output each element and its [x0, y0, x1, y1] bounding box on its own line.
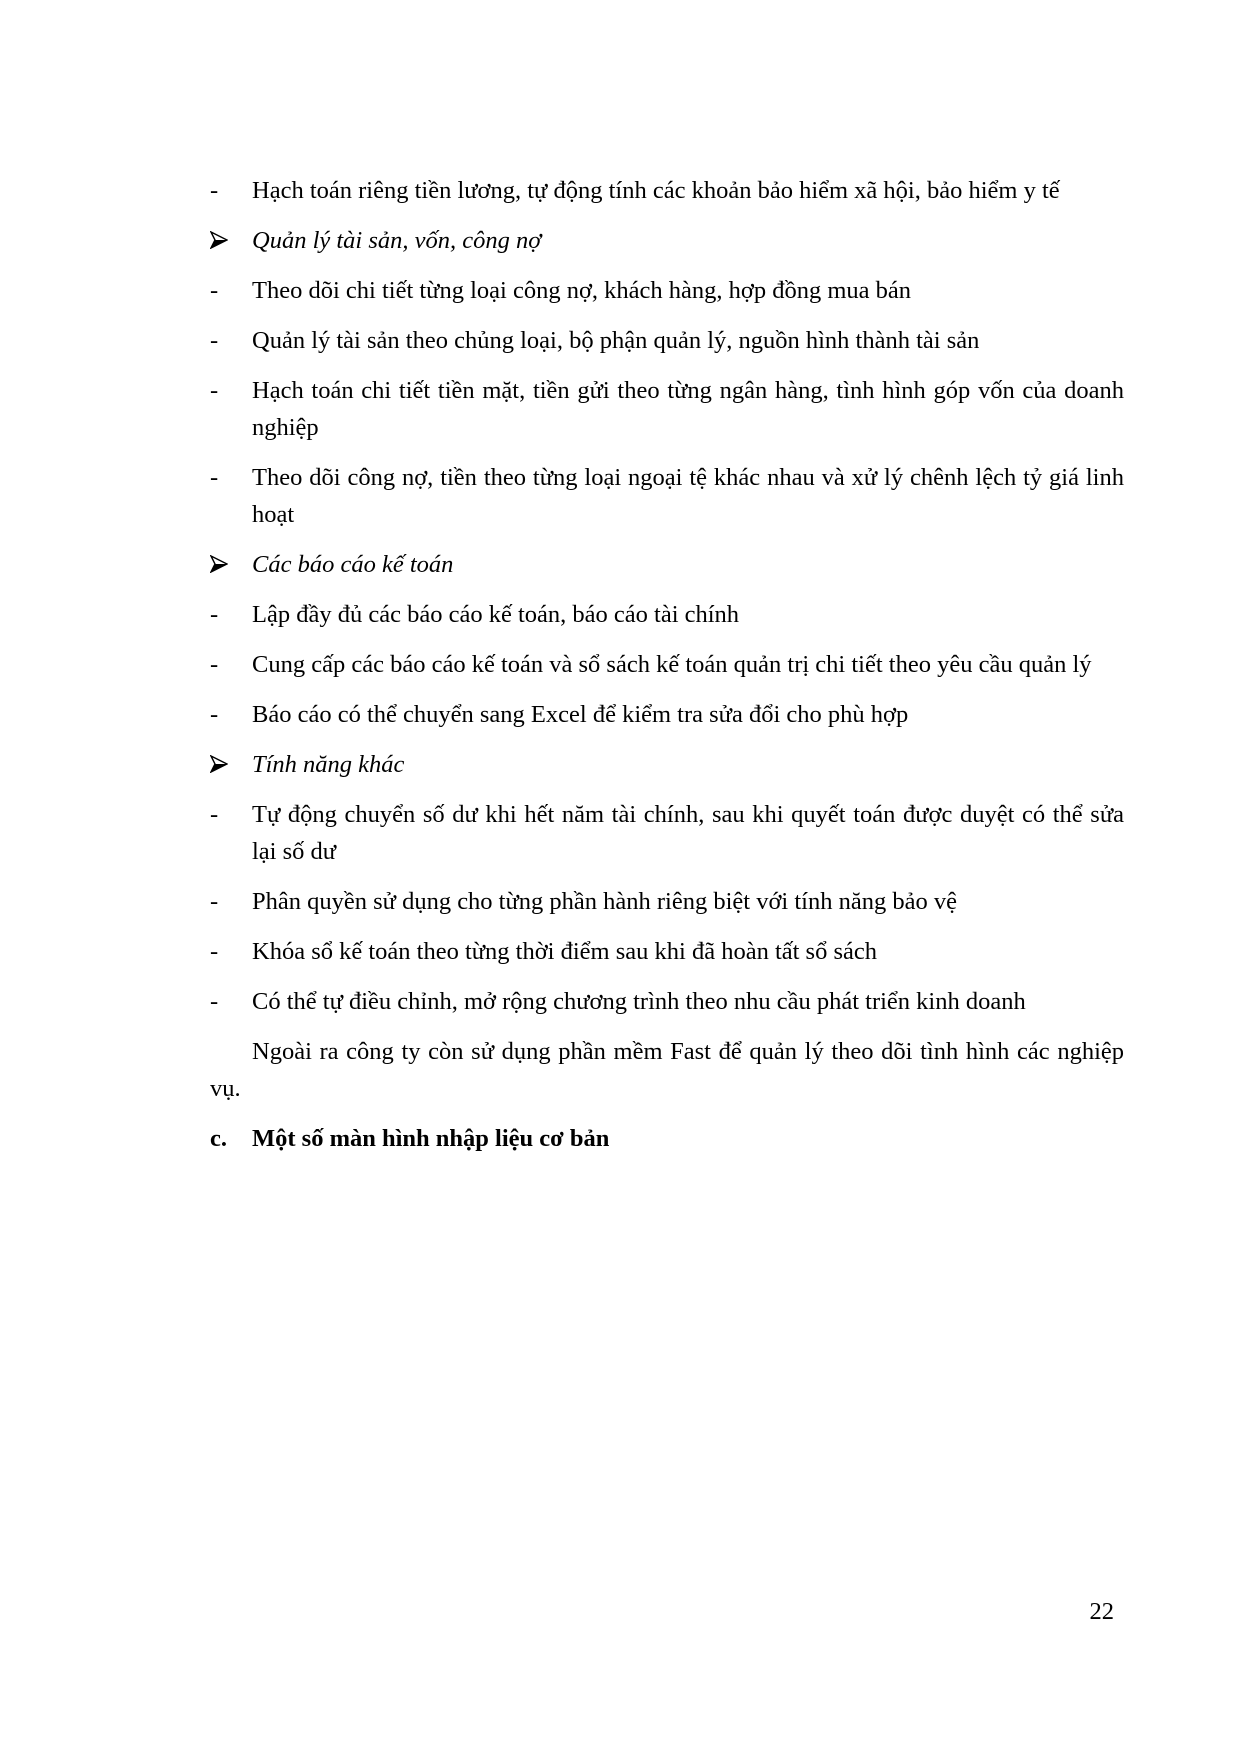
list-item [210, 983, 1124, 1020]
list-item [210, 272, 1124, 309]
list-item [210, 646, 1124, 683]
list-item-text: Khóa sổ kế toán theo từng thời điểm sau khi đã hoàn tất sổ sách [252, 938, 878, 965]
list-item-text: Theo dõi công nợ, tiền theo từng loại ngoại tệ khác nhau và xử lý chênh lệch tỷ giá linh hoạt [252, 464, 1124, 528]
subheading [210, 546, 1124, 583]
subheading [210, 222, 1124, 259]
section-heading [210, 1120, 1124, 1157]
subheading [210, 746, 1124, 783]
list-item [210, 322, 1124, 359]
dash-marker: - [210, 888, 219, 915]
list-item-text: Theo dõi chi tiết từng loại công nợ, khách hàng, hợp đồng mua bán [252, 277, 912, 304]
list-item-text: Quản lý tài sản theo chủng loại, bộ phận quản lý, nguồn hình thành tài sản [252, 327, 980, 354]
list-item [210, 596, 1124, 633]
dash-marker: - [210, 277, 219, 304]
section-heading-text: Một số màn hình nhập liệu cơ bản [252, 1125, 610, 1152]
list-item [210, 172, 1124, 209]
dash-marker: - [210, 601, 219, 628]
list-item-text: Báo cáo có thể chuyển sang Excel để kiểm tra sửa đổi cho phù hợp [252, 701, 909, 728]
arrow-bullet-icon [210, 231, 228, 249]
list-item [210, 372, 1124, 446]
page-number: 22 [1089, 1598, 1114, 1625]
list-item [210, 933, 1124, 970]
dash-marker: - [210, 701, 219, 728]
dash-marker: - [210, 801, 219, 828]
list-item [210, 459, 1124, 533]
subheading-text: Quản lý tài sản, vốn, công nợ [252, 227, 542, 254]
dash-marker: - [210, 177, 219, 204]
subheading-text: Tính năng khác [252, 751, 405, 778]
dash-marker: - [210, 651, 219, 678]
arrow-bullet-icon [210, 555, 228, 573]
dash-marker: - [210, 327, 219, 354]
section-marker: c. [210, 1125, 227, 1152]
list-item-text: Có thể tự điều chỉnh, mở rộng chương trình theo nhu cầu phát triển kinh doanh [252, 988, 1026, 1015]
dash-marker: - [210, 464, 219, 491]
subheading-text: Các báo cáo kế toán [252, 551, 454, 578]
list-item-text: Hạch toán riêng tiền lương, tự động tính các khoản bảo hiểm xã hội, bảo hiểm y tế [252, 177, 1060, 204]
body-paragraph: Ngoài ra công ty còn sử dụng phần mềm Fast để quản lý theo dõi tình hình các nghiệp vụ. [210, 1038, 1124, 1102]
list-item-text: Lập đầy đủ các báo cáo kế toán, báo cáo tài chính [252, 601, 740, 628]
dash-marker: - [210, 377, 219, 404]
list-item-text: Tự động chuyển số dư khi hết năm tài chính, sau khi quyết toán được duyệt có thể sửa lại số dư [252, 801, 1124, 865]
dash-marker: - [210, 938, 219, 965]
list-item [210, 696, 1124, 733]
page-content [210, 172, 1124, 1170]
list-item-text: Phân quyền sử dụng cho từng phần hành riêng biệt với tính năng bảo vệ [252, 888, 957, 915]
list-item-text: Cung cấp các báo cáo kế toán và sổ sách kế toán quản trị chi tiết theo yêu cầu quản lý [252, 651, 1092, 678]
dash-marker: - [210, 988, 219, 1015]
list-item-text: Hạch toán chi tiết tiền mặt, tiền gửi theo từng ngân hàng, tình hình góp vốn của doanh nghiệp [252, 377, 1124, 441]
arrow-bullet-icon [210, 755, 228, 773]
list-item [210, 883, 1124, 920]
list-item [210, 796, 1124, 870]
